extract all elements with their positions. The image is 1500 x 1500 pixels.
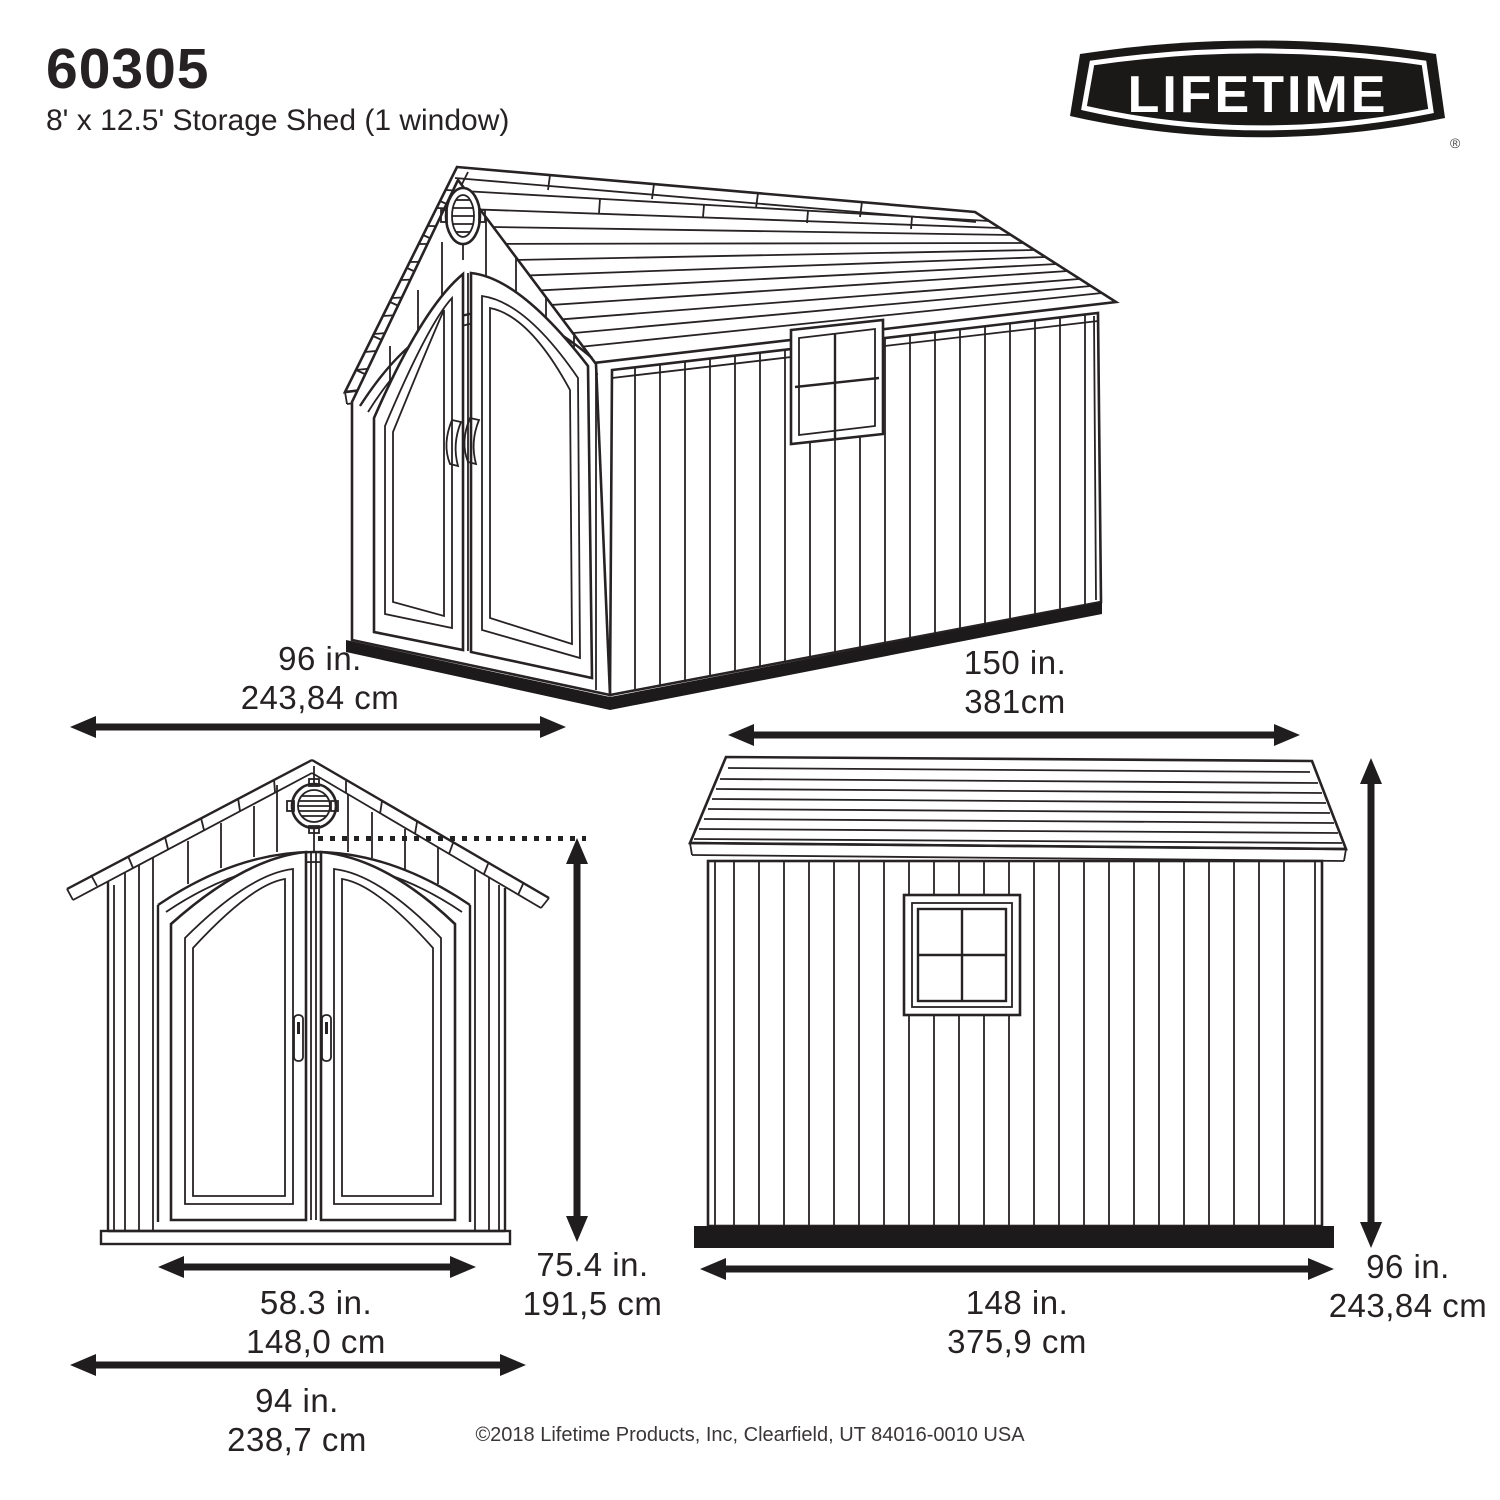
model-number: 60305 [46, 37, 210, 101]
perspective-side-window [791, 320, 883, 444]
product-title: 8' x 12.5' Storage Shed (1 window) [46, 104, 510, 137]
front-view-drawing [55, 752, 555, 1264]
side-length-label [785, 644, 1245, 721]
side-base-length-arrow [700, 1256, 1334, 1282]
side-length-inches: 150 in. [963, 644, 1067, 681]
height-reference-dotted-line [318, 836, 586, 841]
lifetime-logo [1056, 36, 1460, 154]
side-length-arrow [728, 722, 1300, 748]
wall-height-cm: 243,84 cm [1328, 1286, 1488, 1324]
front-width-cm: 243,84 cm [240, 678, 400, 716]
side-base-length-cm: 375,9 cm [947, 1322, 1087, 1360]
front-base-width-inches: 94 in. [255, 1382, 339, 1419]
front-base-width-cm: 238,7 cm [227, 1420, 367, 1458]
wall-height-inches: 96 in. [1366, 1248, 1450, 1285]
registered-trademark-icon: ® [1450, 135, 1461, 151]
wall-height-arrow [1358, 758, 1384, 1248]
door-height-inches: 75.4 in. [536, 1246, 649, 1283]
side-roof [690, 757, 1346, 861]
copyright-notice: ©2018 Lifetime Products, Inc, Clearfield, UT 84016-0010 USA [475, 1424, 1025, 1446]
lifetime-logo-icon [1056, 36, 1460, 154]
front-base [101, 1231, 510, 1244]
door-height-cm: 191,5 cm [522, 1284, 663, 1322]
front-width-arrow [70, 714, 566, 740]
door-height-arrow [564, 838, 590, 1242]
side-view-drawing [682, 748, 1354, 1260]
door-width-arrow [158, 1254, 476, 1280]
side-window [904, 895, 1020, 1015]
perspective-view-drawing [330, 150, 1130, 715]
side-base-length-label [837, 1284, 1197, 1361]
door-width-cm: 148,0 cm [246, 1322, 386, 1360]
door-height-label [495, 1246, 690, 1323]
wall-height-label [1322, 1248, 1494, 1325]
front-width-inches: 96 in. [278, 640, 362, 677]
title-block [46, 36, 509, 138]
front-base-width-label [117, 1382, 477, 1459]
side-base-length-inches: 148 in. [965, 1284, 1069, 1321]
lifetime-logo-text: LIFETIME [1127, 66, 1389, 124]
door-width-label [136, 1284, 496, 1361]
side-length-cm: 381cm [964, 682, 1066, 720]
front-width-label [120, 640, 520, 717]
side-base [694, 1226, 1334, 1248]
door-width-inches: 58.3 in. [259, 1284, 373, 1321]
